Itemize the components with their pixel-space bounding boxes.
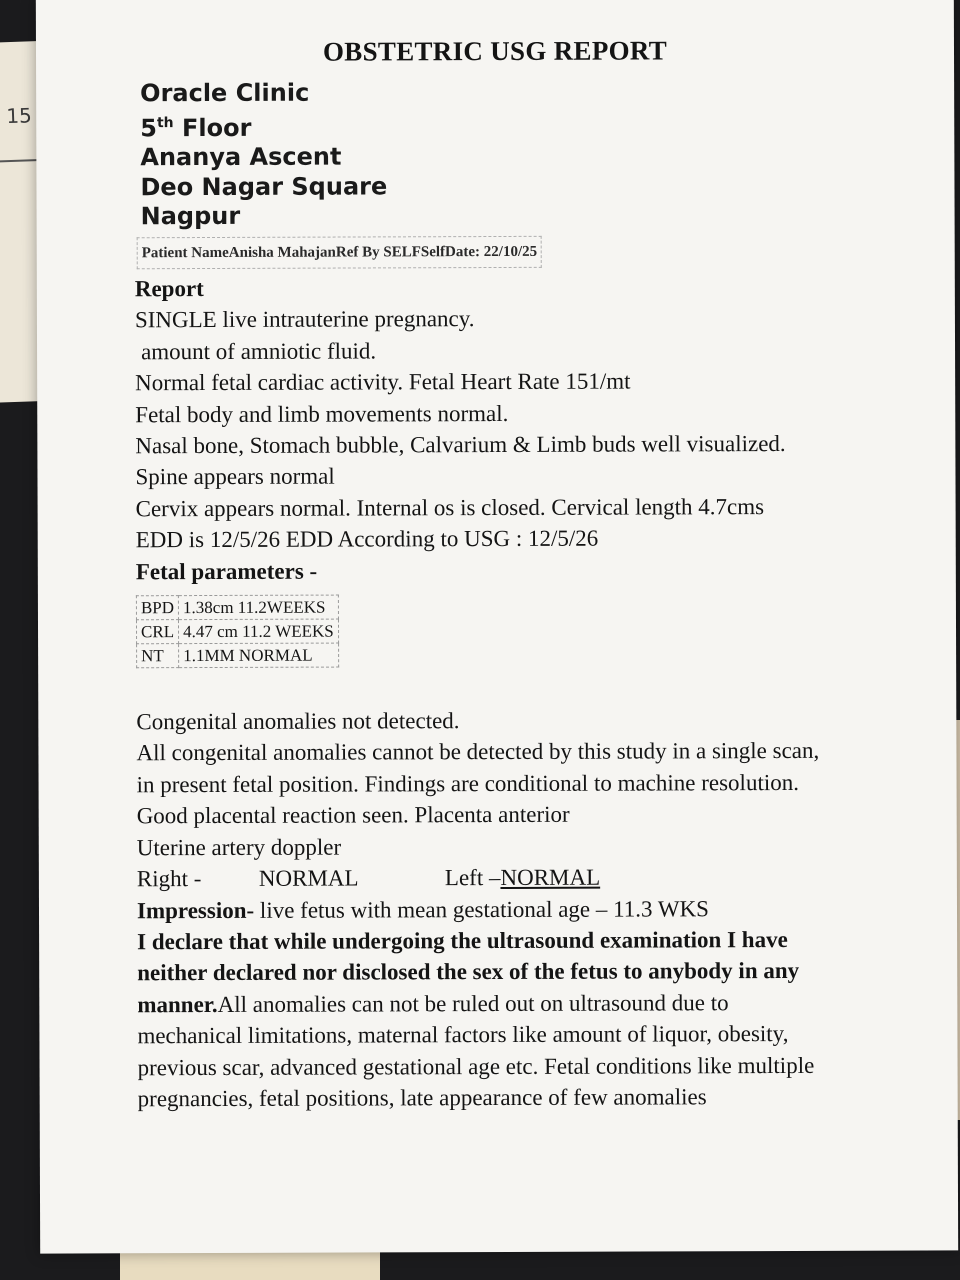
impression-line — [137, 892, 827, 926]
finding-line: amount of amniotic fluid. — [141, 338, 377, 365]
clinic-address — [140, 78, 387, 231]
table-row — [137, 643, 339, 668]
report-title: OBSTETRIC USG REPORT — [322, 35, 668, 67]
doppler-left-value: NORMAL — [500, 864, 601, 891]
declaration-paragraph — [137, 924, 828, 1115]
param-value: 4.47 cm 11.2 WEEKS — [179, 619, 339, 644]
param-label: NT — [137, 644, 179, 668]
doppler-results — [137, 861, 827, 895]
finding-line: Normal fetal cardiac activity. Fetal Heart Rate 151/mt — [135, 368, 631, 396]
report-heading: Report — [134, 276, 204, 302]
finding-line: Cervix appears normal. Internal os is closed. Cervical length 4.7cms — [135, 493, 765, 522]
report-sheet — [36, 0, 958, 1254]
impression-label: Impression- — [136, 897, 255, 923]
handwritten-scribble: 15 — [5, 103, 33, 129]
finding-line: Nasal bone, Stomach bubble, Calvarium & Limb buds well visualized. — [135, 431, 786, 459]
table-row — [136, 595, 338, 620]
param-value: 1.1MM NORMAL — [179, 643, 339, 668]
param-label: BPD — [136, 596, 178, 620]
finding-line: SINGLE live intrauterine pregnancy. — [134, 306, 475, 333]
floor-number: 5 — [140, 113, 158, 142]
table-row — [136, 619, 338, 644]
doppler-left-label: Left – — [444, 865, 501, 891]
doppler-right-label: Right - — [136, 866, 202, 892]
report-body — [135, 271, 828, 1115]
param-label: CRL — [136, 620, 178, 644]
floor-suffix: th — [156, 114, 174, 131]
anomaly-disclaimer: All congenital anomalies cannot be detected by this study in a single scan, in present fetal position. Findings are conditional to machine resolution. — [136, 738, 820, 798]
fetal-params-table — [136, 595, 339, 669]
finding-line: Spine appears normal — [135, 464, 335, 490]
spacer — [136, 666, 826, 706]
params-heading: Fetal parameters - — [135, 558, 318, 584]
edd-line: EDD is 12/5/26 EDD According to USG : 12/5/26 — [135, 525, 599, 553]
clinic-name: Oracle Clinic — [140, 78, 310, 108]
handwritten-line — [0, 159, 40, 162]
param-value: 1.38cm 11.2WEEKS — [178, 595, 338, 620]
clinic-area: Deo Nagar Square — [140, 171, 388, 201]
clinic-floor — [140, 108, 387, 143]
placenta-line: Good placental reaction seen. Placenta anterior — [136, 802, 570, 829]
doppler-heading: Uterine artery doppler — [136, 834, 342, 860]
anomaly-line: Congenital anomalies not detected. — [136, 708, 460, 735]
disclaimer-text: All anomalies can not be ruled out on ultrasound due to mechanical limitations, maternal factors like amount of liquor, obesity, previous scar, advanced gestational age etc. Fetal conditions like multiple pregnancies, fetal positions, late appearance of few anomalies — [137, 989, 815, 1112]
clinic-city: Nagpur — [140, 201, 241, 231]
patient-details: Patient NameAnisha MahajanRef By SELFSelfDate: 22/10/25 — [137, 236, 543, 269]
floor-word: Floor — [173, 113, 252, 142]
declaration-text: I declare that while undergoing the ultrasound examination I have neither declared nor disclosed the sex of the fetus to anybody in any manner. — [137, 926, 800, 1017]
clinic-building: Ananya Ascent — [140, 142, 342, 172]
doppler-right-value: NORMAL — [258, 865, 359, 891]
impression-text: live fetus with mean gestational age – 11.3 WKS — [254, 895, 709, 923]
finding-line: Fetal body and limb movements normal. — [135, 400, 509, 427]
